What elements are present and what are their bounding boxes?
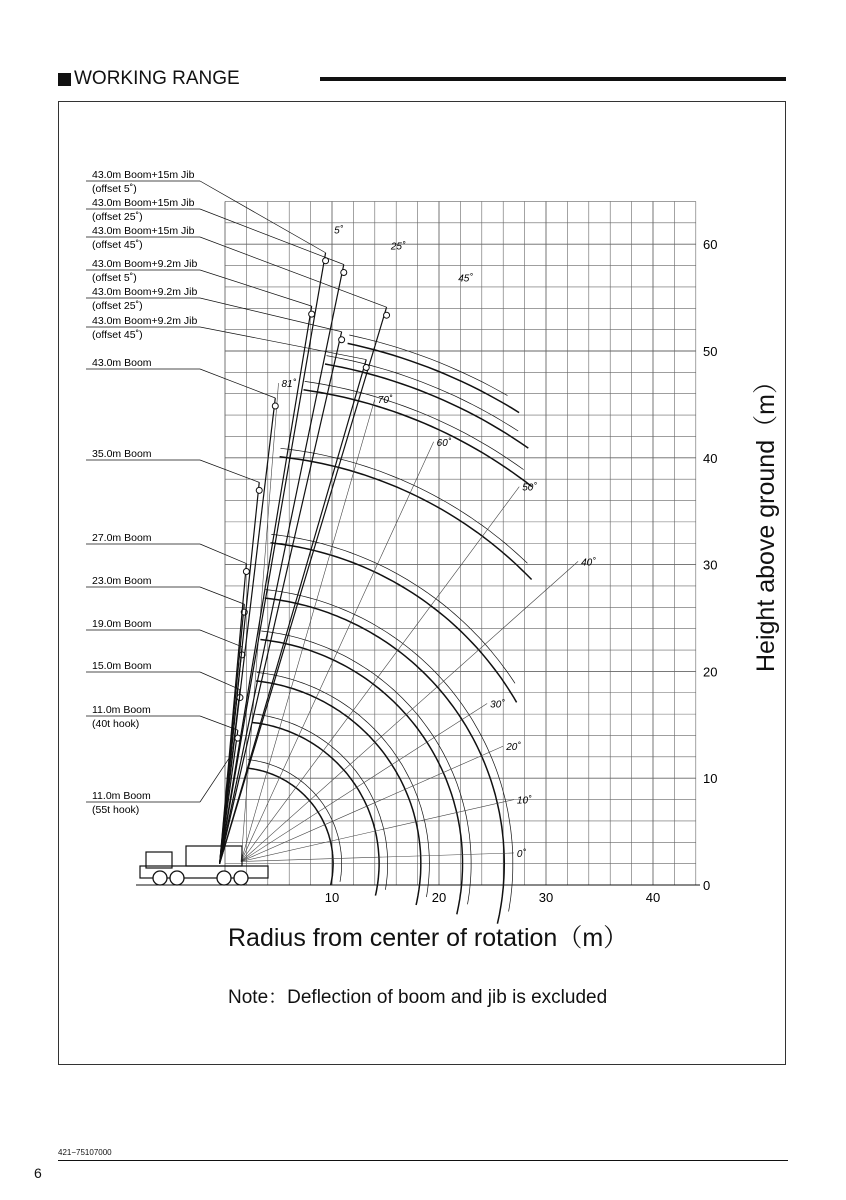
boom-label: 43.0m Boom+9.2m Jib	[92, 258, 198, 270]
jib-offset-label: 45˚	[458, 273, 473, 285]
hook-icon	[339, 337, 345, 343]
section-title: WORKING RANGE	[74, 68, 240, 89]
boom-angle-label: 50˚	[522, 482, 537, 494]
hook-icon	[272, 403, 278, 409]
hook-icon	[309, 311, 315, 317]
hook-icon	[363, 365, 369, 371]
hook-range-arc	[266, 590, 513, 912]
boom-label: (offset 25˚)	[92, 300, 143, 312]
label-leader	[200, 544, 246, 564]
boom-line	[220, 398, 276, 864]
boom-angle-line	[241, 487, 519, 862]
label-leader	[200, 181, 326, 253]
boom-labels	[92, 169, 473, 816]
x-tick-label: 30	[538, 890, 554, 905]
boom-angle-label: 20˚	[506, 742, 521, 754]
grid	[225, 201, 696, 885]
y-tick-label: 60	[703, 237, 718, 253]
boom-angle-label: 60˚	[436, 437, 452, 449]
document-number: 421−75107000	[58, 1148, 112, 1157]
crane-wheel	[170, 871, 184, 885]
boom-label: 43.0m Boom+15m Jib	[92, 169, 195, 181]
page-number: 6	[34, 1165, 42, 1181]
x-tick-label: 10	[324, 890, 340, 905]
boom-label: (offset 5˚)	[92, 183, 137, 195]
boom-angle-label: 81˚	[281, 379, 296, 391]
label-leader	[200, 587, 244, 604]
boom-label: 19.0m Boom	[92, 618, 152, 630]
hook-icon	[256, 487, 262, 493]
boom-angle-line	[241, 399, 375, 861]
y-tick-label: 40	[703, 450, 718, 466]
y-axis-label: Height above ground（m）	[752, 369, 780, 672]
hook-range-arc	[261, 631, 471, 904]
boom-label: 11.0m Boom	[92, 704, 151, 716]
boom-line	[220, 253, 326, 864]
boom-range-arc	[349, 335, 507, 396]
boom-label: 43.0m Boom+9.2m Jib	[92, 315, 198, 327]
boom-label: 23.0m Boom	[92, 575, 152, 587]
jib-offset-label: 25˚	[390, 241, 406, 253]
y-tick-label: 0	[703, 878, 711, 893]
y-tick-label: 50	[703, 344, 718, 359]
crane-wheel	[217, 871, 231, 885]
boom-label: (offset 45˚)	[92, 329, 143, 341]
x-axis-label: Radius from center of rotation（m）	[228, 924, 629, 952]
boom-label: 11.0m Boom	[92, 790, 151, 802]
boom-angle-label: 30˚	[490, 699, 505, 711]
boom-label: 43.0m Boom+9.2m Jib	[92, 286, 198, 298]
deflection-note: Note：Deflection of boom and jib is excluded	[228, 987, 608, 1008]
boom-angle-label: 10˚	[516, 795, 532, 807]
label-leader	[200, 630, 242, 647]
boom-label: 43.0m Boom	[92, 357, 152, 369]
boom-label: (55t hook)	[92, 804, 140, 816]
crane-wheel	[153, 871, 167, 885]
x-tick-label: 20	[431, 890, 447, 905]
boom-range-arc	[271, 534, 515, 683]
boom-range-arc	[325, 364, 528, 448]
boom-label: (offset 45˚)	[92, 239, 143, 251]
boom-angle-label: 70˚	[377, 395, 393, 407]
label-leader	[200, 298, 342, 332]
boom-angle-label: 40˚	[581, 557, 596, 569]
boom-label: 27.0m Boom	[92, 532, 152, 544]
boom-line	[220, 306, 312, 863]
boom-angle-line	[241, 853, 514, 862]
x-tick-label: 40	[645, 890, 661, 905]
label-leader	[200, 270, 312, 306]
boom-label: 43.0m Boom+15m Jib	[92, 197, 195, 209]
y-tick-label: 10	[703, 771, 718, 787]
label-leader	[200, 672, 240, 690]
boom-angle-line	[241, 561, 578, 861]
boom-range-arc	[271, 543, 517, 703]
boom-label: 15.0m Boom	[92, 660, 152, 672]
boom-angle-line	[241, 442, 434, 862]
crane-wheel	[234, 871, 248, 885]
boom-label: (40t hook)	[92, 718, 140, 730]
boom-angle-line	[241, 746, 503, 861]
boom-range-arc	[327, 356, 519, 431]
boom-range-arc	[280, 457, 532, 580]
boom-line	[220, 332, 342, 864]
boom-label: (offset 25˚)	[92, 211, 143, 223]
boom-label: 43.0m Boom+15m Jib	[92, 225, 195, 237]
boom-label: 35.0m Boom	[92, 448, 152, 460]
hook-icon	[243, 569, 249, 575]
y-tick-label: 20	[703, 664, 718, 680]
boom-label: (offset 5˚)	[92, 272, 137, 284]
jib-offset-label: 5˚	[334, 225, 344, 237]
footer-rule	[58, 1160, 788, 1161]
hook-icon	[341, 269, 347, 275]
label-leader	[200, 209, 344, 264]
boom-line	[220, 264, 344, 863]
hook-icon	[384, 312, 390, 318]
crane-superstructure	[186, 846, 242, 866]
boom-angle-label: 0˚	[516, 848, 526, 860]
boom-range-arc	[348, 343, 519, 412]
y-tick-label: 30	[703, 557, 718, 573]
boom-angle-lines	[241, 378, 596, 861]
label-leader	[200, 237, 387, 307]
